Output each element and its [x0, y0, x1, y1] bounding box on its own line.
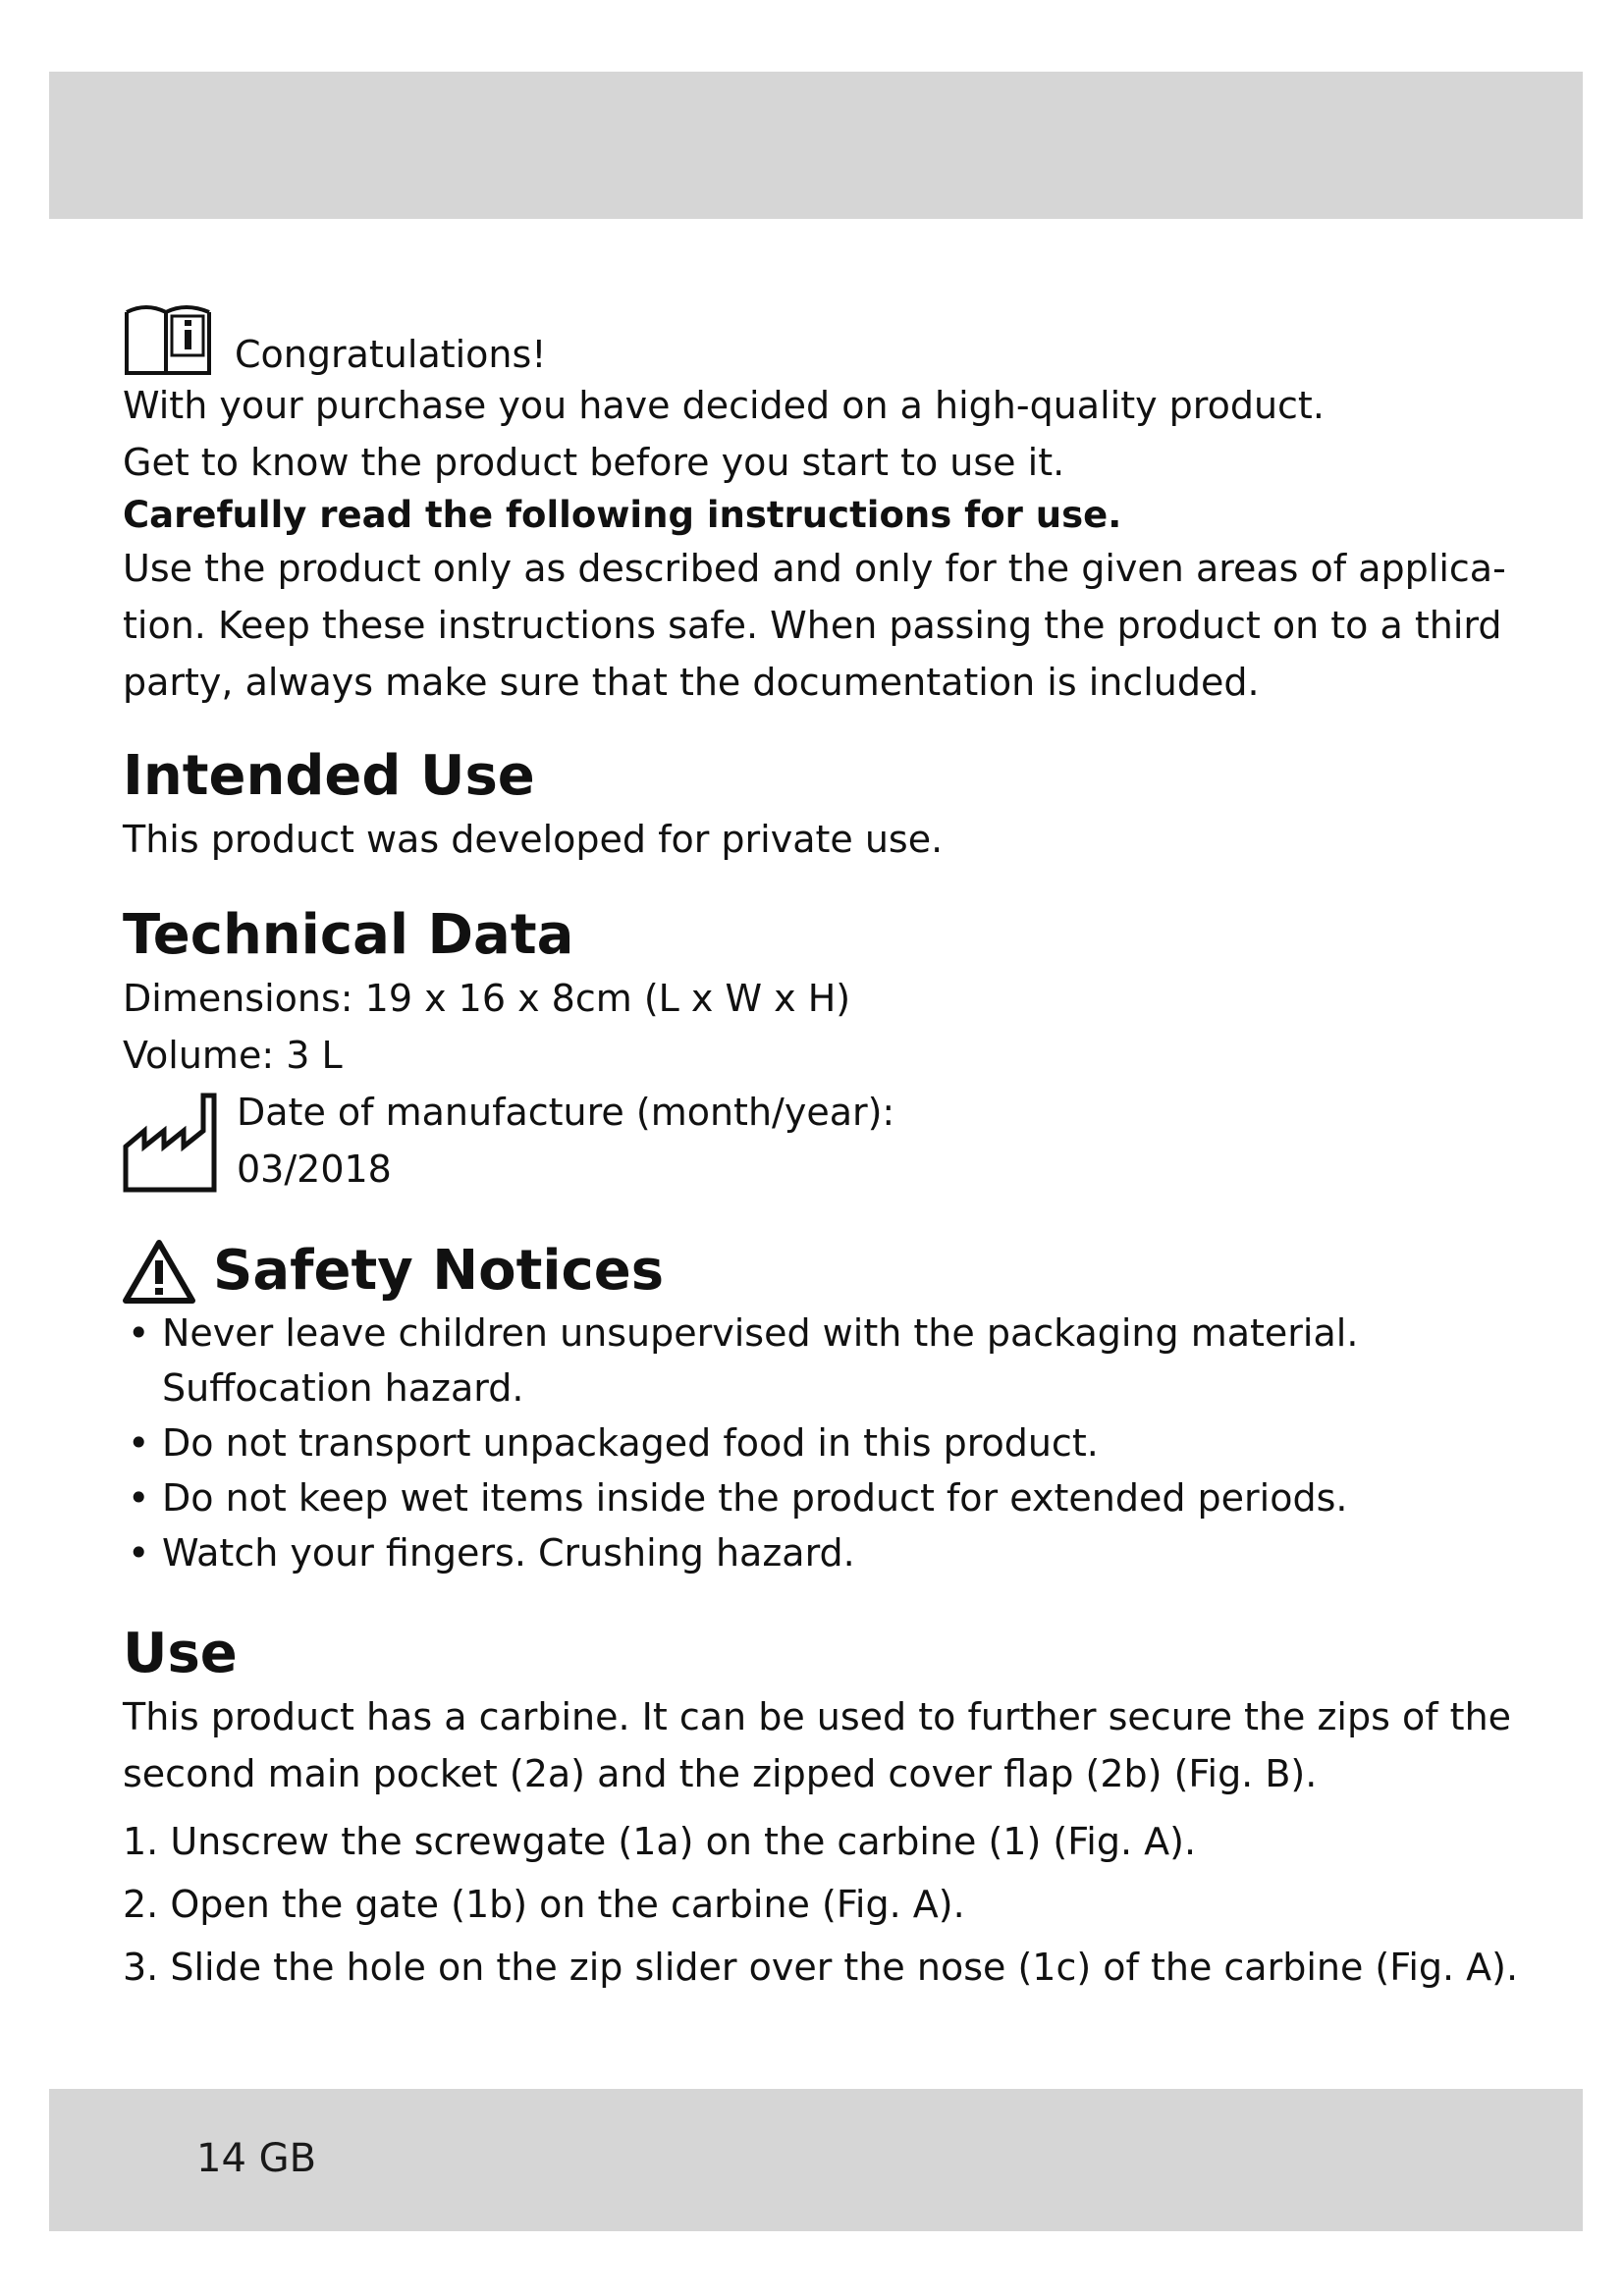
use-step-2: 2. Open the gate (1b) on the carbine (Fig. A). — [123, 1883, 965, 1926]
dimensions-text: Dimensions: 19 x 16 x 8cm (L x W x H) — [123, 977, 851, 1020]
safety-item-1-text: Never leave children unsupervised with the packaging material. — [162, 1311, 1359, 1355]
safety-item-1 — [123, 1306, 1497, 1415]
safety-heading-row — [123, 1237, 1497, 1306]
info-book-icon — [123, 298, 213, 377]
intro-line-2: Get to know the product before you start to use it. — [123, 441, 1065, 484]
page-content — [123, 285, 1519, 1999]
safety-item-4: • Watch your fingers. Crushing hazard. — [123, 1525, 1497, 1580]
use-steps — [123, 1810, 1519, 1999]
usage-line-2: tion. Keep these instructions safe. When passing the product on to a third — [123, 604, 1502, 647]
usage-line-3: party, always make sure that the documentation is included. — [123, 661, 1260, 704]
use-step-1: 1. Unscrew the screwgate (1a) on the carbine (1) (Fig. A). — [123, 1820, 1197, 1863]
safety-list — [123, 1306, 1497, 1580]
page-number: 14 GB — [196, 2136, 317, 2181]
intro-line-1: With your purchase you have decided on a high-quality product. — [123, 384, 1325, 427]
volume-text: Volume: 3 L — [123, 1034, 343, 1077]
manufacture-label: Date of manufacture (month/year): — [237, 1091, 895, 1134]
manufacture-date: 03/2018 — [237, 1148, 392, 1191]
intended-use-heading: Intended Use — [123, 744, 535, 808]
use-intro-line-1: This product has a carbine. It can be used to further secure the zips of the — [123, 1695, 1512, 1738]
use-intro-line-2: second main pocket (2a) and the zipped cover flap (2b) (Fig. B). — [123, 1752, 1318, 1795]
manufacture-row — [123, 1084, 1497, 1198]
technical-data-heading: Technical Data — [123, 903, 574, 967]
read-instructions-text: Carefully read the following instructions for use. — [123, 494, 1122, 536]
header-bar — [49, 72, 1583, 219]
use-section — [123, 1620, 1519, 1999]
usage-line-1: Use the product only as described and only for the given areas of applica- — [123, 547, 1506, 590]
intended-use-text: This product was developed for private use. — [123, 818, 944, 861]
safety-item-2: • Do not transport unpackaged food in this product. — [123, 1415, 1497, 1470]
safety-notices-heading: Safety Notices — [213, 1239, 665, 1303]
safety-item-3: • Do not keep wet items inside the product for extended periods. — [123, 1470, 1497, 1525]
intro-heading-row — [123, 285, 1497, 377]
safety-item-1-hazard: Suffocation hazard. — [162, 1366, 524, 1410]
manufacture-text-block — [237, 1084, 894, 1198]
use-step-3: 3. Slide the hole on the zip slider over the nose (1c) of the carbine (Fig. A). — [123, 1946, 1519, 1989]
use-heading: Use — [123, 1622, 238, 1685]
footer-bar — [49, 2089, 1583, 2231]
warning-triangle-icon — [123, 1239, 195, 1304]
factory-icon — [123, 1092, 217, 1194]
congratulations-text: Congratulations! — [235, 333, 547, 376]
intended-use-section — [123, 742, 1497, 868]
technical-data-section — [123, 901, 1497, 1198]
